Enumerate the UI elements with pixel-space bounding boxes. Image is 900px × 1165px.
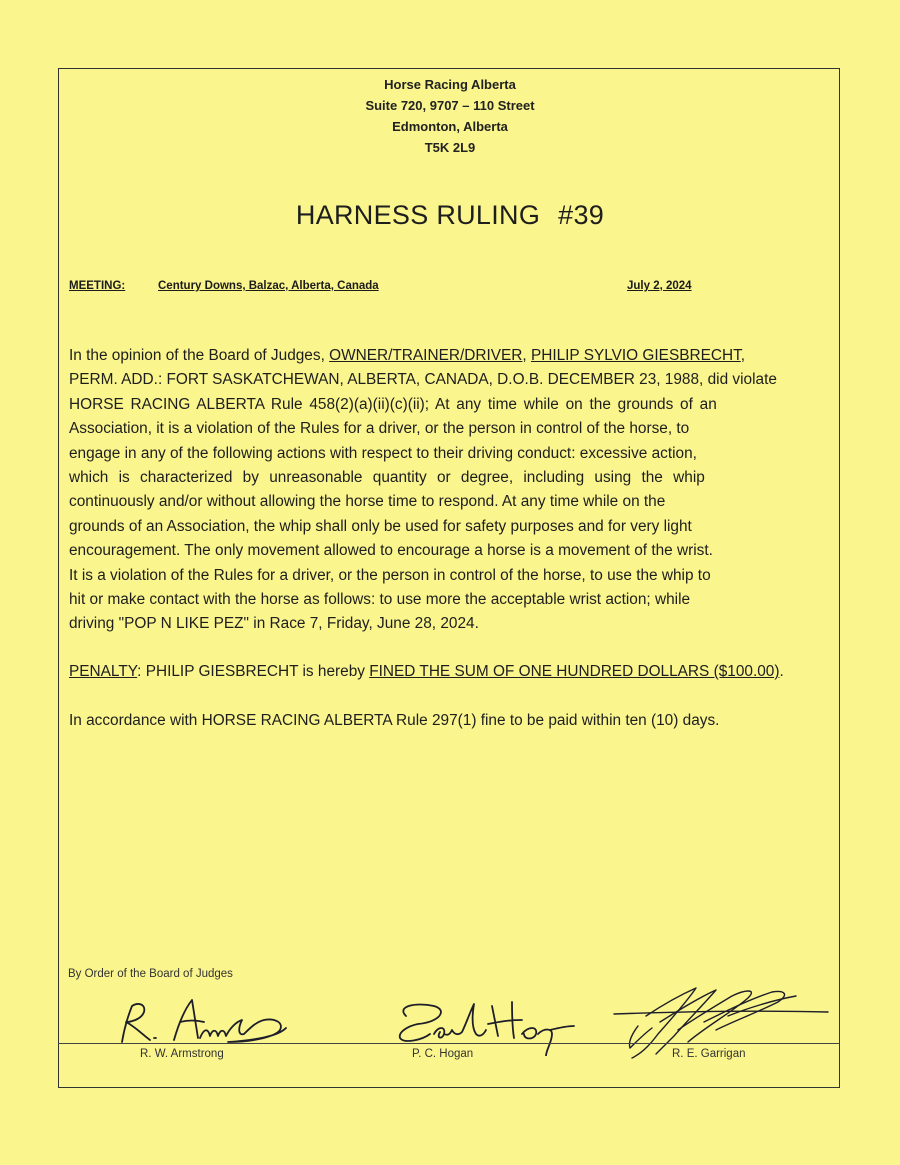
org-address: Suite 720, 9707 – 110 Street [365,98,535,113]
accordance-statement: In accordance with HORSE RACING ALBERTA Rule 297(1) fine to be paid within ten (10) days. [69,712,720,729]
signature-armstrong [108,992,298,1050]
ruling-line: Association, it is a violation of the Rules for a driver, or the person in control of the horse, to [69,420,690,438]
ruling-line: driving "POP N LIKE PEZ" in Race 7, Friday, June 28, 2024. [69,615,479,633]
ruling-number: #39 [558,200,605,230]
ruling-line: PERM. ADD.: FORT SASKATCHEWAN, ALBERTA, CANADA, D.O.B. DECEMBER 23, 1988, did violate [69,371,777,389]
ruling-line: It is a violation of the Rules for a driver, or the person in control of the horse, to use the whip to [69,566,711,584]
ruling-line: grounds of an Association, the whip shall only be used for safety purposes and for very light [69,517,692,535]
meeting-date: July 2, 2024 [627,280,692,292]
judge-name-garrigan: R. E. Garrigan [672,1048,746,1060]
org-city: Edmonton, Alberta [392,119,508,134]
org-name: Horse Racing Alberta [384,77,516,92]
offender-name: PHILIP SYLVIO GIESBRECHT [530,347,741,364]
penalty-fine: FINED THE SUM OF ONE HUNDRED DOLLARS ($100.00) [369,663,780,680]
order-label: By Order of the Board of Judges [68,968,233,980]
org-postal: T5K 2L9 [424,140,476,155]
meeting-location: Century Downs, Balzac, Alberta, Canada [158,280,379,292]
penalty-statement [69,660,839,684]
ruling-line-text: In the opinion of the Board of Judges, [69,347,330,364]
signature-hogan [388,994,588,1056]
ruling-line [69,344,839,368]
judge-name-hogan: P. C. Hogan [412,1048,474,1060]
penalty-text: : PHILIP GIESBRECHT is hereby [137,663,370,680]
ruling-line: which is characterized by unreasonable quantity or degree, including using the whip [69,469,705,487]
ruling-line: HORSE RACING ALBERTA Rule 458(2)(a)(ii)(c)(ii); At any time while on the grounds of an [69,395,717,413]
ruling-line-text: , [522,347,531,364]
ruling-line-text: , [740,347,746,364]
penalty-label: PENALTY [69,663,138,680]
letterhead [0,74,900,158]
penalty-end: . [779,663,784,680]
offender-role: OWNER/TRAINER/DRIVER [329,347,523,364]
ruling-line: continuously and/or without allowing the horse time to respond. At any time while on the [69,493,666,511]
ruling-line: hit or make contact with the horse as follows: to use more the acceptable wrist action; while [69,591,691,609]
ruling-line: engage in any of the following actions with respect to their driving conduct: excessive action, [69,444,697,462]
ruling-title [0,200,900,231]
ruling-line: encouragement. The only movement allowed to encourage a horse is a movement of the wrist. [69,542,713,560]
judge-name-armstrong: R. W. Armstrong [140,1048,224,1060]
meeting-label: MEETING: [69,280,126,292]
ruling-text [69,344,839,637]
signature-line [58,1043,840,1044]
ruling-title-label: HARNESS RULING [295,200,541,230]
